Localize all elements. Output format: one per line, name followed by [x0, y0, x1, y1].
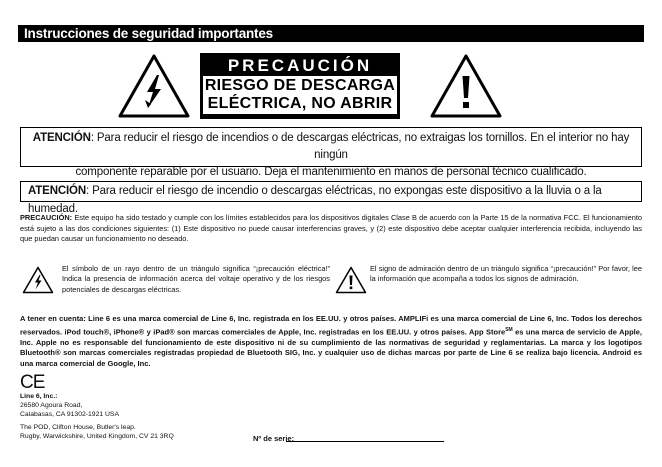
- caution-body: [203, 76, 397, 114]
- attention-text-2: : Para reducir el riesgo de incendio o descargas eléctricas, no expongas este dispositivo a la lluvia o a la humedad.: [28, 185, 602, 215]
- electric-shock-warning-icon: [118, 54, 190, 118]
- attention-text-1: : Para reducir el riesgo de incendios o de descargas eléctricas, no extraigas los tornillos. En el interior no hay ningún: [90, 132, 630, 161]
- us-address: [20, 393, 119, 419]
- attention-label: ATENCIÓN: [28, 185, 87, 197]
- trademark-text-1: A tener en cuenta: Line 6 es una marca comercial de Line 6, Inc. registrada en los EE.UU. y otros países. AMPLIFi es una marca comercial de Line 6, Inc. Todos los derechos reservados. iPod touch®, iPhone® y iPad® son marcas comerciales de Apple, Inc. registradas en los EE.UU. y otros países. App Store: [20, 314, 642, 337]
- uk-address-line-2: Rugby, Warwickshire, United Kingdom, CV 21 3RQ: [20, 432, 174, 440]
- uk-address: [20, 424, 174, 442]
- serial-number-label: Nº de serie:: [253, 434, 295, 443]
- company-name: Line 6, Inc.:: [20, 393, 58, 400]
- fcc-notice: [20, 213, 642, 245]
- street-address: 26580 Agoura Road,: [20, 401, 83, 409]
- small-lightning-triangle-icon: [22, 266, 54, 294]
- caution-line-1: RIESGO DE DESCARGA: [204, 77, 396, 94]
- service-mark: SM: [505, 326, 513, 333]
- small-exclamation-triangle-icon: [335, 266, 367, 294]
- serial-number-line[interactable]: [286, 441, 444, 442]
- caution-heading: PRECAUCIÓN: [227, 56, 373, 75]
- attention-line-2: componente reparable por el usuario. Deja el mantenimiento en manos de personal técnico cualificado.: [75, 166, 587, 178]
- exclamation-symbol-description: El signo de admiración dentro de un triángulo significa “¡precaución!” Por favor, lee la información que acompaña a todos los signos de admiración.: [370, 264, 642, 284]
- uk-address-line-1: The POD, Clifton House, Butler's leap.: [20, 424, 136, 431]
- caution-line-2: ELÉCTRICA, NO ABRIR: [207, 95, 393, 112]
- caution-label-box: [200, 53, 400, 119]
- attention-box-moisture: [20, 181, 642, 215]
- fcc-text: Este equipo ha sido testado y cumple con los límites establecidos para los dispositivos digitales Clase B de acuerdo con la Parte 15 de la normativa FCC. El funcionamiento está sujeto a las dos condiciones siguientes: (1) Este dispositivo no puede causar interferencias graves, y (2) este dispositivo debe aceptar cualquier interferencia recibida, incluyendo las que puedan causar un funcionamiento no deseado.: [20, 213, 642, 243]
- page-title: Instrucciones de seguridad importantes: [18, 25, 644, 42]
- city-address: Calabasas, CA 91302-1921 USA: [20, 410, 119, 418]
- attention-label: ATENCIÓN: [32, 132, 91, 144]
- attention-box-screws: [20, 127, 642, 178]
- trademark-text-2: es una marca de servicio de Apple, Inc. Apple no es responsable del funcionamiento de este dispositivo ni de su cumplimiento de las normativas de seguridad y reglamentarias. La marca y los logotipos Bluetooth® son marcas comerciales registradas propiedad de Bluetooth SIG, Inc. y cualquier uso de dichas marcas por parte de Line 6 se realiza bajo licencia. Android es una marca comercial de Google, Inc.: [20, 327, 642, 368]
- exclamation-warning-icon: [430, 54, 502, 118]
- attention-line-1: [21, 130, 641, 164]
- trademark-notice: [20, 314, 642, 369]
- ce-mark: CE: [20, 372, 45, 393]
- lightning-symbol-description: El símbolo de un rayo dentro de un triángulo significa “¡precaución eléctrica!” Indica la presencia de información acerca del voltaje operativo y de los riesgos potenciales de descargas eléctricas.: [62, 264, 330, 294]
- fcc-label: PRECAUCIÓN:: [20, 213, 73, 222]
